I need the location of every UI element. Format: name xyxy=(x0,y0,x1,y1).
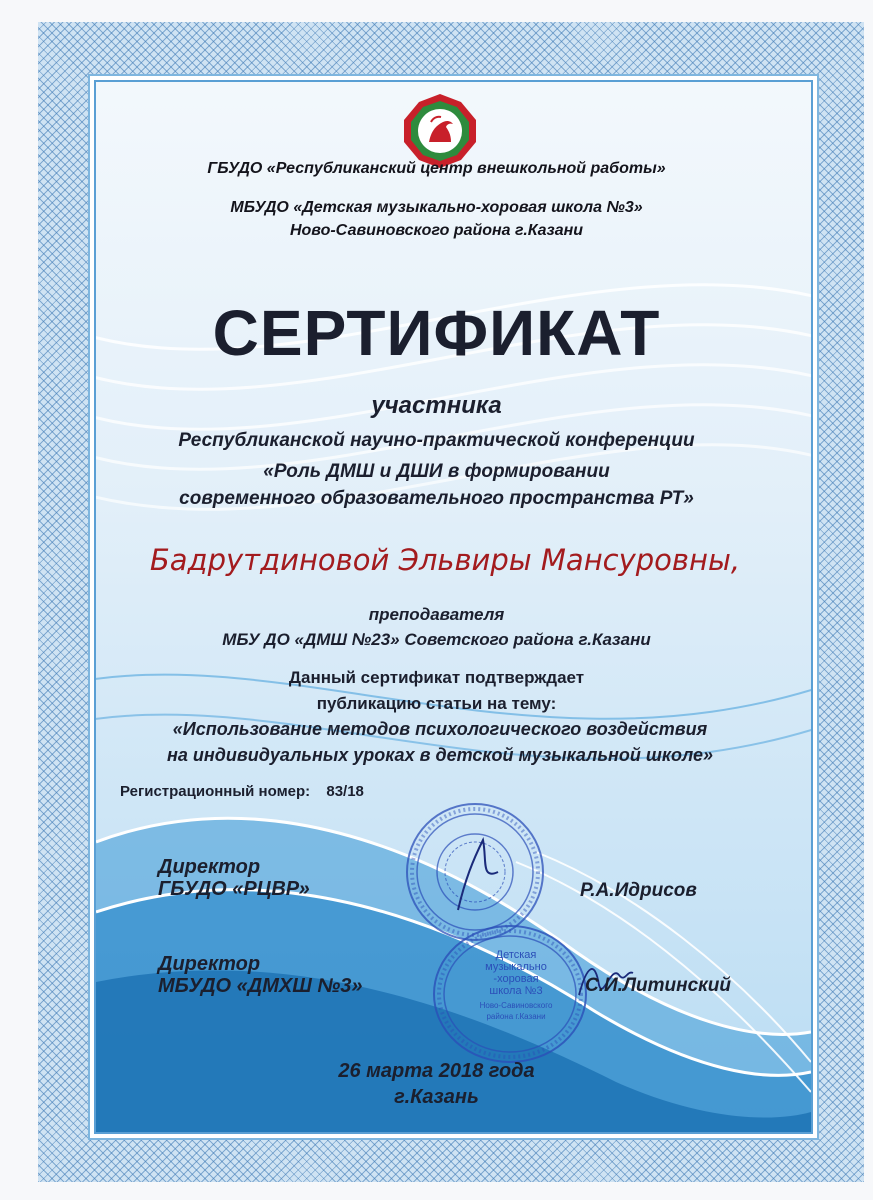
issue-city: г.Казань xyxy=(394,1086,479,1108)
signatory-1-title xyxy=(158,856,310,900)
recipient-name: Бадрутдиновой Эльвиры Мансуровны, xyxy=(149,543,741,577)
registration-label: Регистрационный номер: xyxy=(120,783,311,800)
tatarstan-emblem-icon xyxy=(401,92,479,170)
recipient-position: преподавателя xyxy=(368,605,505,624)
signatory-1-title-line2: ГБУДО «РЦВР» xyxy=(158,878,310,900)
stamp2-line3: -хоровая xyxy=(493,973,539,985)
organization-line-2: МБУДО «Детская музыкально-хоровая школа №3» xyxy=(230,199,643,216)
confirmation-line-2: публикацию статьи на тему: xyxy=(316,694,557,713)
issue-date: 26 марта 2018 года xyxy=(338,1060,535,1082)
signatory-2-title xyxy=(158,953,363,997)
stamp2-line5: Ново-Савиновского xyxy=(479,1001,553,1010)
signatory-2-name: С.И.Литинский xyxy=(585,975,731,996)
stamp2-line1: Детская xyxy=(495,949,537,961)
certificate-subtitle: участника xyxy=(371,392,502,419)
signatory-2-title-line1: Директор xyxy=(158,953,261,975)
article-title-line-2: на индивидуальных уроках в детской музыкальной школе» xyxy=(166,745,714,765)
stamp-dmhsh-icon xyxy=(430,922,590,1067)
conference-line-3: современного образовательного пространства РТ» xyxy=(179,488,694,509)
registration-value: 83/18 xyxy=(326,783,364,800)
signatory-1-title-line1: Директор xyxy=(158,856,261,878)
signatory-2-title-line2: МБУДО «ДМХШ №3» xyxy=(158,975,363,997)
stamp2-line2: музыкально xyxy=(485,961,547,973)
confirmation-line-1: Данный сертификат подтверждает xyxy=(288,668,585,687)
recipient-organization: МБУ ДО «ДМШ №23» Советского района г.Казани xyxy=(222,630,651,649)
article-title-line-1: «Использование методов психологического воздействия xyxy=(172,719,708,739)
certificate-title: СЕРТИФИКАТ xyxy=(212,297,661,369)
organization-line-3: Ново-Савиновского района г.Казани xyxy=(289,222,584,239)
stamp2-line6: района г.Казани xyxy=(486,1012,546,1021)
registration-number xyxy=(120,783,364,800)
stamp2-line4: школа №3 xyxy=(489,985,543,997)
conference-line-1: Республиканской научно-практической конференции xyxy=(178,430,695,451)
conference-line-2: «Роль ДМШ и ДШИ в формировании xyxy=(263,461,610,482)
organization-line-1: ГБУДО «Республиканский центр внешкольной работы» xyxy=(207,160,666,177)
signatory-1-name: Р.А.Идрисов xyxy=(580,880,697,901)
